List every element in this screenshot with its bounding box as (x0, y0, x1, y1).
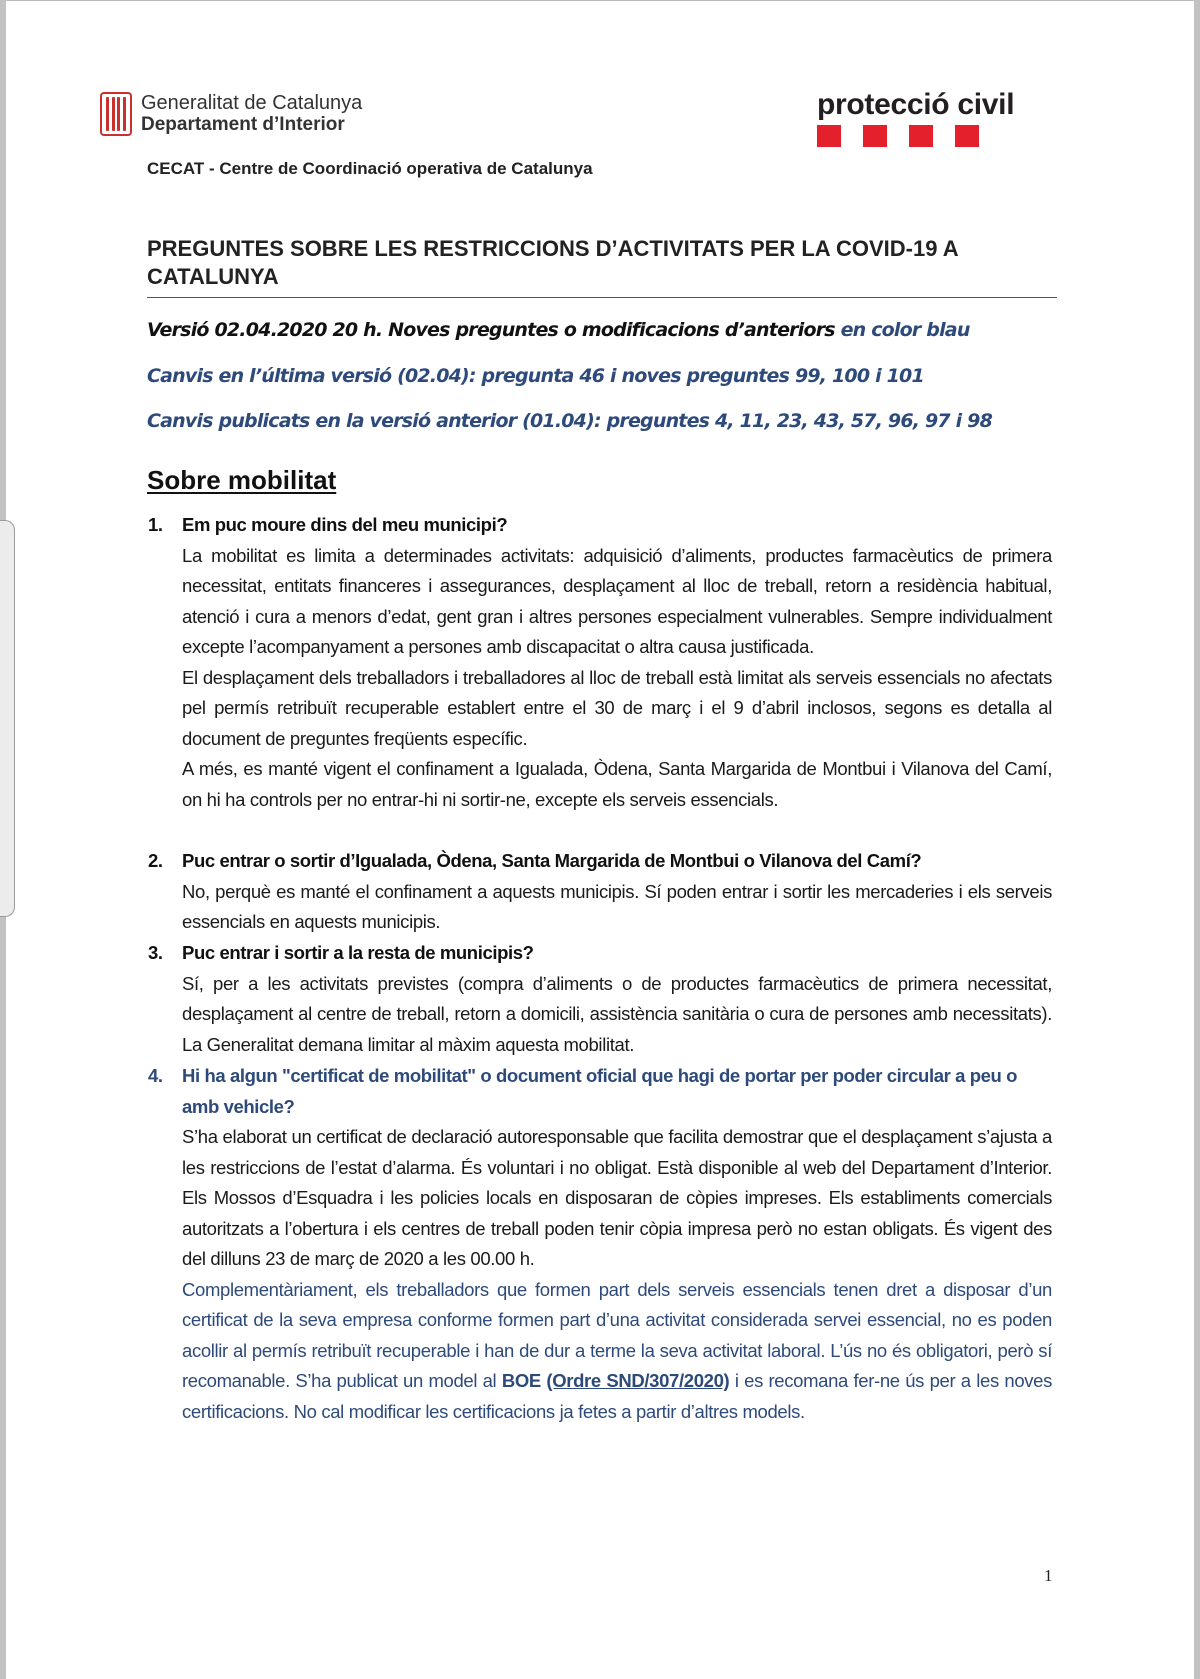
question-text: Hi ha algun "certificat de mobilitat" o document oficial que hagi de portar per poder circular a peu o amb vehicle? (182, 1065, 1018, 1117)
proteccio-civil-logo (817, 88, 1014, 147)
viewer-scrollbar[interactable] (1194, 0, 1200, 1679)
question-text: Puc entrar o sortir d’Igualada, Òdena, Santa Margarida de Montbui o Vilanova del Camí? (182, 850, 922, 871)
ordre-link[interactable]: (Ordre SND/307/2020) (546, 1370, 730, 1391)
cecat-subtitle: CECAT - Centre de Coordinació operativa de Catalunya (147, 159, 593, 178)
answer-paragraph: No, perquè es manté el confinament a aquests municipis. Sí poden entrar i sortir les mercaderies i els serveis essencials en aquests municipis. (182, 880, 1052, 932)
boe-label: BOE (501, 1370, 541, 1391)
side-panel-handle[interactable] (0, 520, 15, 917)
question-heading (148, 846, 1052, 877)
answer-paragraph: Sí, per a les activitats previstes (compra d’aliments o de productes farmacèutics de primera necessitat, desplaçament al centre de treball, retorn a domicili, assistència sanitària o cura de persones amb necessitats). La Generalitat demana limitar al màxim aquesta mobilitat. (182, 972, 1052, 1055)
answer-paragraph: La mobilitat es limita a determinades activitats: adquisició d’aliments, productes farmacèutics de primera necessitat, entitats financeres i assegurances, desplaçament al lloc de treball, retorn a residència habitual, atenció i cura a menors d’edat, gent gran i altres persones especialment vulnerables. Sempre individualment excepte l’acompanyament a persones amb discapacitat o altra causa justificada. (182, 544, 1052, 657)
version-line (147, 319, 970, 341)
answer-paragraph: S’ha elaborat un certificat de declaració autoresponsable que facilita demostrar que el desplaçament s’ajusta a les restriccions de l’estat d’alarma. És voluntari i no obligat. Està disponible al web del Departament d’Interior. Els Mossos d’Esquadra i les policies locals en disposaran de còpies impreses. Els establiments comercials autoritzats a l’obertura i els centres de treball poden tenir còpia impresa però no estan obligats. És vigent des del dilluns 23 de març de 2020 a les 00.00 h. (182, 1126, 1052, 1269)
changes-latest: Canvis en l’última versió (02.04): pregunta 46 i noves preguntes 99, 100 i 101 (147, 365, 924, 387)
changes-previous: Canvis publicats en la versió anterior (01.04): preguntes 4, 11, 23, 43, 57, 96, 97 i 98 (147, 410, 993, 432)
question-text: Puc entrar i sortir a la resta de municipis? (182, 942, 534, 963)
question-block-2 (148, 846, 1052, 938)
question-number: 1. (148, 514, 163, 535)
document-title: PREGUNTES SOBRE LES RESTRICCIONS D’ACTIVITATS PER LA COVID-19 A CATALUNYA (147, 235, 1057, 298)
question-block-3 (148, 938, 1052, 1060)
generalitat-logo (100, 92, 362, 136)
question-heading (148, 1061, 1052, 1122)
question-text: Em puc moure dins del meu municipi? (182, 514, 508, 535)
answer-paragraph-updated (182, 1275, 1052, 1428)
question-number: 4. (148, 1065, 163, 1086)
answer-paragraph: A més, es manté vigent el confinament a Igualada, Òdena, Santa Margarida de Montbui i Vilanova del Camí, on hi ha controls per no entrar-hi ni sortir-ne, excepte els serveis essencials. (182, 758, 1052, 810)
page-number: 1 (1044, 1566, 1053, 1585)
page-top-edge (0, 0, 1200, 1)
question-number: 2. (148, 850, 163, 871)
answer-text: i es recomana fer-ne ús per a les noves certificacions. No cal modificar les certificacions ja fetes a partir d’altres models. (182, 1370, 1052, 1422)
answer-paragraph: El desplaçament dels treballadors i treballadores al lloc de treball està limitat als serveis essencials no afectats pel permís retribuït recuperable establert entre el 30 de març i el 9 d’abril inclosos, segons es detalla al document de preguntes freqüents específic. (182, 666, 1052, 749)
question-heading (148, 938, 1052, 969)
generalitat-name: Generalitat de Catalunya (141, 92, 363, 114)
version-text: Versió 02.04.2020 20 h. Noves preguntes o modificacions d’anteriors (147, 319, 841, 341)
answer-text: Complementàriament, els treballadors que formen part dels serveis essencials tenen dret a disposar d’un certificat de la seva empresa conforme formen part d’una activitat considerada servei essencial, no es poden acollir al permís retribuït recuperable i han de dur a terme la seva activitat laboral. L’ús no és obligatori, però sí recomanable. S’ha publicat un model al (182, 1278, 1052, 1391)
section-title: Sobre mobilitat (147, 465, 337, 495)
question-block-4 (148, 1061, 1052, 1427)
question-number: 3. (148, 942, 163, 963)
question-heading (148, 510, 1052, 541)
catalan-flag-emblem-icon (100, 92, 132, 136)
department-name: Departament d’Interior (141, 114, 345, 135)
red-squares-icon (817, 125, 1014, 147)
proteccio-civil-title: protecció civil (817, 88, 1015, 121)
question-block-1 (148, 510, 1052, 815)
version-blue-note: en color blau (840, 319, 970, 341)
